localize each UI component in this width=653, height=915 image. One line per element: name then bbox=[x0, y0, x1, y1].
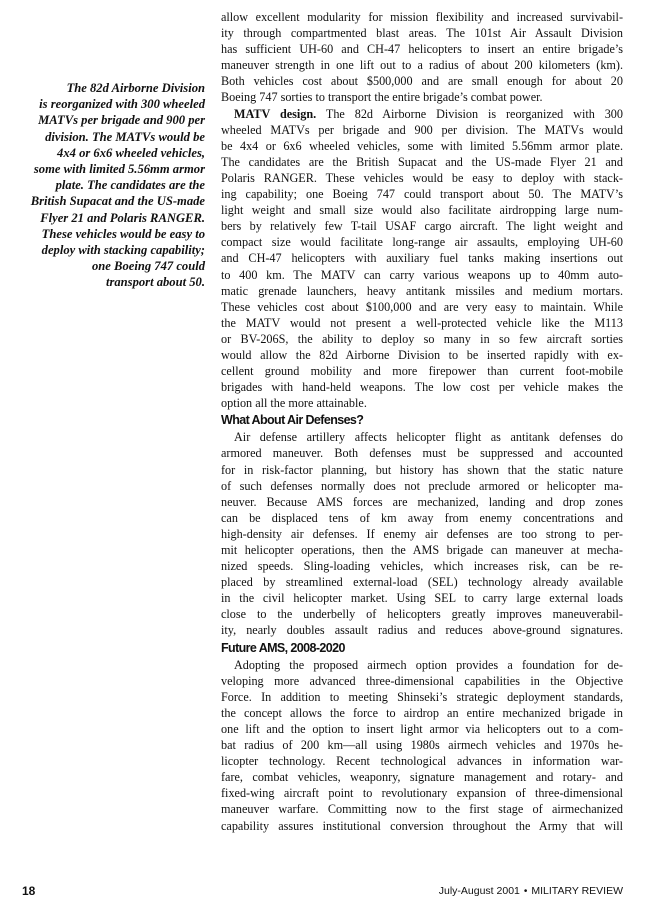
paragraph-matv-design bbox=[221, 106, 623, 412]
paragraph-line: nized speeds. Sling-loading vehicles, which increases risk, can be re- bbox=[221, 559, 623, 574]
bullet-separator: • bbox=[523, 886, 528, 897]
pull-quote bbox=[0, 80, 205, 291]
pull-quote-line: MATVs per brigade and 900 per bbox=[38, 113, 205, 128]
paragraph-line: Polaris RANGER. These vehicles would be easy to deploy with stack- bbox=[221, 170, 623, 185]
paragraph-line: Boeing 747 sorties to transport the entire brigade’s combat power. bbox=[221, 90, 543, 105]
paragraph-line: ity, nearly doubles assault radius and reduces above-ground signatures. bbox=[221, 623, 623, 638]
paragraph-line: would allow the 82d Airborne Division to be inserted rapidly with ex- bbox=[221, 347, 623, 362]
pull-quote-line: British Supacat and the US-made bbox=[30, 194, 205, 209]
paragraph-line: and CH-47 helicopters with auxiliary fuel tanks making insertions out bbox=[221, 251, 623, 266]
paragraph-line: Both vehicles cost about $500,000 and are small enough for about 20 bbox=[221, 74, 623, 89]
pull-quote-line: 4x4 or 6x6 wheeled vehicles, bbox=[57, 145, 205, 160]
paragraph-line: veloping more advanced three-dimensional capabilities in the Objective bbox=[221, 673, 623, 688]
paragraph-line: option all the more attainable. bbox=[221, 396, 367, 411]
paragraph-line: allow excellent modularity for mission flexibility and increased survivabil- bbox=[221, 10, 623, 24]
pull-quote-line: The 82d Airborne Division bbox=[66, 81, 205, 95]
paragraph-line: close to the underbelly of helicopters greatly improves maneuverabil- bbox=[221, 607, 623, 622]
run-in-heading: MATV design. bbox=[234, 106, 317, 121]
pull-quote-line: is reorganized with 300 wheeled bbox=[39, 97, 205, 112]
paragraph-line: be 4x4 or 6x6 wheeled vehicles, some with limited 5.56mm armor plate. bbox=[221, 138, 623, 153]
paragraph-line: These vehicles cost about $100,000 and are very easy to maintain. While bbox=[221, 299, 623, 314]
paragraph-line: the MATV would not present a well-protected vehicle like the M113 bbox=[221, 315, 623, 330]
paragraph-line: brigades with hand-held weapons. The low cost per vehicle makes the bbox=[221, 380, 623, 395]
paragraph-line: Adopting the proposed airmech option provides a foundation for de- bbox=[234, 657, 623, 672]
paragraph-line: one lift and the option to insert light armor via helicopters out to a com- bbox=[221, 721, 623, 736]
paragraph-line: of such defenses normally does not preclude armored or helicopter ma- bbox=[221, 478, 623, 493]
paragraph-modularity bbox=[221, 9, 623, 106]
paragraph-line: or BV-206S, the ability to deploy so many in so few aircraft sorties bbox=[221, 331, 623, 346]
paragraph-line: to 400 km. The MATV can carry various weapons up to 40mm auto- bbox=[221, 267, 623, 282]
paragraph-line: mit helicopter operations, then the AMS brigade can maneuver at mecha- bbox=[221, 543, 623, 557]
issue-date: July-August 2001 bbox=[438, 885, 520, 897]
pull-quote-line: one Boeing 747 could bbox=[92, 259, 205, 274]
pull-quote-line: deploy with stacking capability; bbox=[41, 243, 205, 258]
pull-quote-line: division. The MATVs would be bbox=[45, 129, 205, 144]
paragraph-line: fixed-wing aircraft point to revolutionary expansion of three-dimensional bbox=[221, 786, 623, 801]
pull-quote-line: Flyer 21 and Polaris RANGER. bbox=[40, 210, 205, 225]
paragraph-air-defenses bbox=[221, 429, 623, 638]
journal-title: MILITARY REVIEW bbox=[531, 885, 623, 897]
section-heading-air-defenses: What About Air Defenses? bbox=[221, 413, 364, 428]
paragraph-line: cellent ground mobility and more firepower than current foot-mobile bbox=[221, 364, 623, 379]
paragraph-line: Force. In addition to meeting Shinseki’s strategic deployment standards, bbox=[221, 689, 623, 704]
paragraph-line: high-density air defenses. If enemy air defenses are too strong to per- bbox=[221, 526, 623, 541]
paragraph-line: the concept allows the force to airdrop an entire mechanized brigade in bbox=[221, 705, 623, 720]
paragraph-line: matic grenade launchers, heavy antitank missiles and medium mortars. bbox=[221, 283, 623, 298]
paragraph-line: in the civil helicopter market. Using SEL to carry large external loads bbox=[221, 591, 623, 606]
paragraph-future-ams bbox=[221, 657, 623, 834]
pull-quote-line: plate. The candidates are the bbox=[55, 178, 205, 193]
paragraph-line: fare, combat vehicles, weaponry, signature management and rotary- and bbox=[221, 770, 623, 785]
paragraph-line: bat radius of 200 km—all using 1980s airmech vehicles and 1970s he- bbox=[221, 738, 623, 753]
paragraph-line: wheeled MATVs per brigade and 900 per division. The MATVs would bbox=[221, 122, 623, 137]
paragraph-line: The candidates are the British Supacat and the US-made Flyer 21 and bbox=[221, 154, 623, 169]
pull-quote-line: some with limited 5.56mm armor bbox=[33, 162, 205, 177]
paragraph-line: compact size would facilitate long-range air assaults, employing UH-60 bbox=[221, 235, 623, 250]
paragraph-line: has sufficient UH-60 and CH-47 helicopters to insert an entire brigade’s bbox=[221, 42, 623, 57]
pull-quote-line: transport about 50. bbox=[105, 275, 205, 290]
paragraph-line: maneuver warfare. Committing now to the first stage of airmechanized bbox=[221, 802, 623, 817]
running-footer bbox=[439, 885, 623, 897]
section-heading-future-ams: Future AMS, 2008-2020 bbox=[221, 640, 345, 655]
paragraph-line: maneuver strength in one lift out to a radius of about 200 kilometers (km). bbox=[221, 58, 623, 73]
paragraph-line: for in risk-factor planning, but history has shown that the static nature bbox=[221, 462, 623, 477]
paragraph-line: armored maneuver. Both defenses must be suppressed and accounted bbox=[221, 446, 623, 461]
paragraph-line: capability assures institutional conversion throughout the Army that will bbox=[221, 818, 623, 833]
paragraph-line: can be displaced tens of km away from enemy concentrations and bbox=[221, 510, 623, 525]
paragraph-line: ity through compartmented blast areas. The 101st Air Assault Division bbox=[221, 26, 623, 41]
line-text: The 82d Airborne Division is reorganized with 300 bbox=[316, 106, 623, 121]
paragraph-line: Air defense artillery affects helicopter flight as antitank defenses do bbox=[234, 430, 623, 445]
paragraph-line: licopter technology. Recent technological advances in information war- bbox=[221, 754, 623, 769]
pull-quote-line: These vehicles would be easy to bbox=[41, 226, 205, 241]
paragraph-line: light weight and small size would also facilitate airdropping large num- bbox=[221, 203, 623, 218]
paragraph-line: placed by streamlined external-load (SEL) technology already available bbox=[221, 575, 623, 590]
paragraph-line: bers by relatively few T-tail USAF cargo aircraft. The light weight and bbox=[221, 219, 623, 234]
paragraph-line: neuver. Because AMS forces are mechanized, landing and drop zones bbox=[221, 494, 623, 509]
paragraph-line: ing capability; one Boeing 747 could transport about 50. The MATV’s bbox=[221, 187, 623, 202]
page-number: 18 bbox=[22, 884, 36, 898]
article-body bbox=[221, 9, 623, 834]
paragraph-line bbox=[221, 106, 623, 122]
